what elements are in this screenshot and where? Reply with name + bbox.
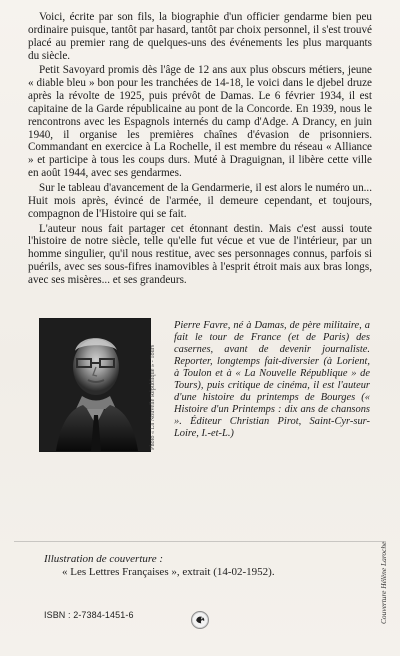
illustration-credit: « Les Lettres Françaises », extrait (14-02-1952).	[62, 565, 275, 578]
summary-paragraph-1: Voici, écrite par son fils, la biographie d'un officier gendarme bien peu ordinaire puisque, tantôt par hasard, tantôt par choix personnel, il s'est trouvé placé au premier rang de quelques-uns des événements les plus marquants du siècle.	[28, 11, 372, 62]
summary-paragraph-2: Petit Savoyard promis dès l'âge de 12 ans aux plus obscurs métiers, jeune « diable bleu » bon pour les tranchées de 14-18, le voici dans le djebel druze après la révolte de 1925, puis prévôt de Damas. Le 6 février 1934, il est capitaine de la Garde républicaine au pont de la Concorde. En 1939, nous le rencontrons avec les Espagnols internés du camp d'Adge. A Drancy, en juin 1940, il organise les premières chaînes d'évasion de prisonniers. Commandant en exercice à La Rochelle, il est membre du réseau « Alliance » et participe à tous les coups durs. Muté à Draguignan, il libère cette ville en août 1944, avec ses gendarmes.	[28, 64, 372, 180]
summary-paragraph-4: L'auteur nous fait partager cet étonnant destin. Mais c'est aussi toute l'histoire de notre siècle, telle qu'elle fut vécue et vue de l'intérieur, par un homme singulier, qu'il nous restitue, avec ses personnages connus, parfois si puérils, avec ses sous-fifres inamovibles à l'esprit étroit mais aux bras longs, avec ses misères... et ses grandeurs.	[28, 222, 372, 286]
author-photo-credit	[150, 338, 158, 453]
summary-paragraph-3: Sur le tableau d'avancement de la Gendarmerie, il est alors le numéro un... Huit mois après, évincé de l'armée, il demeure cependant, et toujours, compagnon de l'Histoire qui se fait.	[28, 181, 372, 220]
cover-credit	[379, 500, 389, 625]
isbn-text: ISBN : 2-7384-1451-6	[44, 610, 134, 620]
author-photo	[39, 318, 151, 452]
cover-illustration-info	[44, 553, 314, 578]
back-cover-summary	[28, 11, 372, 289]
publisher-logo-icon	[191, 611, 209, 629]
illustration-label: Illustration de couverture :	[44, 553, 164, 565]
photo-credit-text: Photo « La Nouvelle République » - Tours	[149, 344, 156, 450]
section-divider	[14, 541, 386, 542]
author-bio: Pierre Favre, né à Damas, de père militaire, a fait le tour de France (et de Paris) des casernes, avant de devenir journaliste. Reporter, longtemps fait-diversier (à Lorient, à Toulon et à « La Nouvelle République » de Tours), puis critique de cinéma, il est l'auteur d'une histoire du printemps de Bourges (« Histoire d'un Printemps : dix ans de chansons ». Éditeur Christian Pirot, Saint-Cyr-sur-Loire, I.-et-L.)	[174, 320, 370, 440]
cover-credit-text: Couverture Hélène Laroche	[379, 541, 388, 624]
